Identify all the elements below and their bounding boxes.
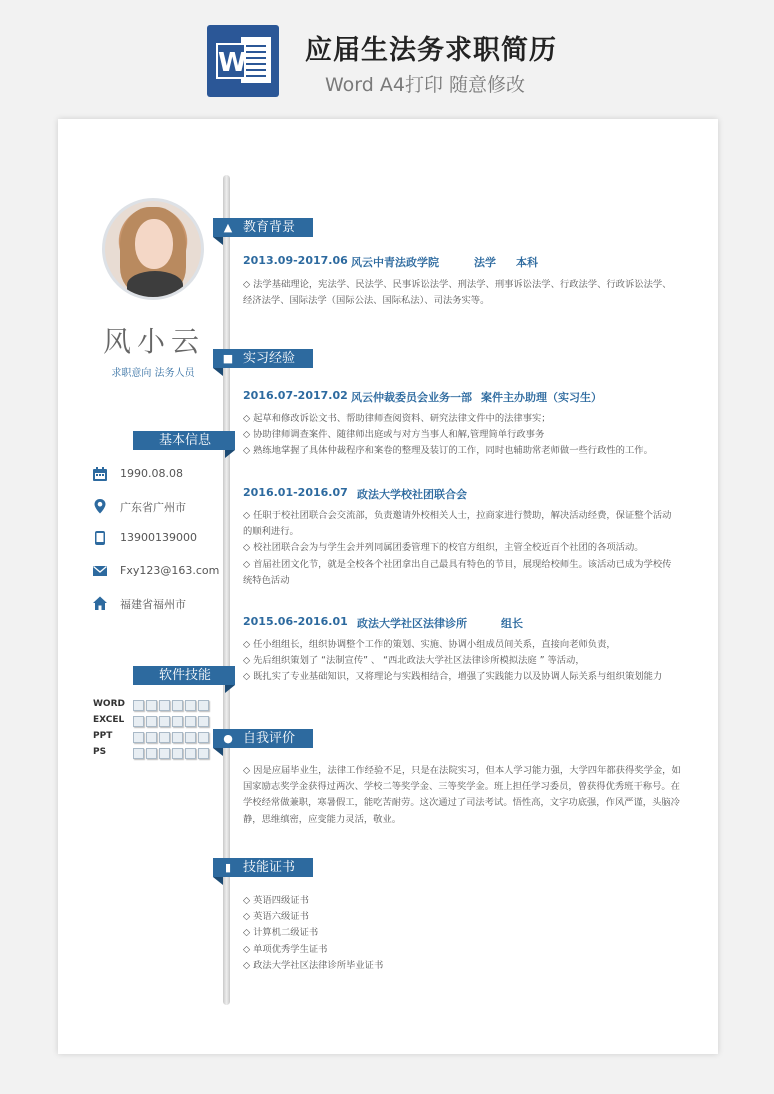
job-intent: 求职意向 法务人员 <box>111 368 195 379</box>
section-title: 实习经验 <box>243 351 296 366</box>
person-icon: ● <box>223 732 233 745</box>
entry-major: 法学 <box>474 256 496 269</box>
list-item: ◇ 政法大学社区法律诊所毕业证书 <box>243 959 384 971</box>
self-evaluation-text <box>243 763 683 828</box>
list-item: ◇ 单项优秀学生证书 <box>243 943 328 955</box>
skill-level-boxes <box>133 732 211 746</box>
job-details <box>243 508 683 589</box>
page-subtitle: Word A4打印 随意修改 <box>325 74 526 96</box>
text-line: 静，思维缜密，应变能力灵活，敬业。 <box>243 813 402 825</box>
entry-date: 2016.01-2016.07 <box>243 486 348 499</box>
text-line: 学校经常做兼职，寒暑假工，能吃苦耐劳。这次通过了司法考试。悟性高，文字功底强，作风严谨，头脑冷 <box>243 797 680 809</box>
text-line: 经济法学、国际法学（国际公法、国际私法）、司法务实等。 <box>243 295 490 307</box>
text-line: ◇ 起草和修改诉讼文书、帮助律师查阅资料、研究法律文件中的法律事实； <box>243 413 551 424</box>
text-line: ◇ 因是应届毕业生，法律工作经验不足，只是在法院实习，但本人学习能力强，大学四年都获得奖学金，如 <box>243 765 681 776</box>
home-icon <box>92 595 108 611</box>
section-title: 自我评价 <box>243 731 296 746</box>
education-heading <box>213 218 313 237</box>
text-line: ◇ 法学基础理论，宪法学、民法学、民事诉讼法学、刑法学、刑事诉讼法学、行政法学、行政诉讼法学、 <box>243 279 672 290</box>
skill-label: PPT <box>93 731 113 741</box>
section-title: 教育背景 <box>243 220 296 235</box>
entry-school: 风云中青法政学院 <box>351 256 439 269</box>
graduation-cap-icon: ▲ <box>223 221 233 234</box>
page-title: 应届生法务求职简历 <box>305 35 557 66</box>
skill-level-boxes <box>133 748 211 762</box>
candidate-name: 风小云 <box>103 325 206 358</box>
job-details <box>243 411 683 460</box>
info-text: 福建省福州市 <box>120 598 186 611</box>
list-item: ◇ 计算机二级证书 <box>243 927 319 939</box>
entry-role: 组长 <box>501 617 523 630</box>
timeline-bar <box>223 175 230 1005</box>
entry-date: 2013.09-2017.06 <box>243 254 348 267</box>
word-logo-icon <box>207 25 279 97</box>
entry-org: 风云仲裁委员会业务一部 <box>351 391 472 404</box>
text-line: ◇ 首届社团文化节，就是全校各个社团拿出自己最具有特色的节目，展现给校师生。该活动已成为学校传 <box>243 558 672 570</box>
internship-heading <box>213 349 313 368</box>
text-line: ◇ 先后组织策划了 “法制宣传” 、 “西北政法大学社区法律诊所模拟法庭 ” 等活动， <box>243 655 585 667</box>
info-text: 广东省广州市 <box>120 501 186 514</box>
skill-label: EXCEL <box>93 715 125 725</box>
entry-role: 案件主办助理（实习生） <box>481 391 602 404</box>
info-text: 13900139000 <box>120 531 197 544</box>
text-line: ◇ 校社团联合会为与学生会并列同属团委管理下的校官方组织，主管全校近百个社团的各项活动。 <box>243 542 644 554</box>
education-details <box>243 277 683 309</box>
calendar-icon <box>92 466 108 482</box>
location-pin-icon <box>92 498 108 514</box>
job-details <box>243 637 683 686</box>
basic-info-heading: 基本信息 <box>133 431 235 450</box>
text-line: 国家励志奖学金获得过两次、学校二等奖学金、三等奖学金。班上担任学习委员，曾获得优秀班干称号。在 <box>243 781 680 793</box>
word-logo-letter: W <box>216 43 246 79</box>
text-line: ◇ 任职于校社团联合会交流部，负责邀请外校相关人士，拉商家进行赞助，解决活动经费，保证整个活动 <box>243 510 672 521</box>
skill-label: PS <box>93 747 107 757</box>
list-item: ◇ 英语四级证书 <box>243 895 309 906</box>
skill-level-boxes <box>133 716 211 730</box>
list-item: ◇ 英语六级证书 <box>243 911 309 923</box>
book-icon: ▮ <box>224 861 232 874</box>
briefcase-icon: ■ <box>222 352 234 365</box>
text-line: 的顺利进行。 <box>243 526 299 538</box>
info-text: Fxy123@163.com <box>120 564 220 577</box>
text-line: ◇ 既扎实了专业基础知识，又将理论与实践相结合，增强了实践能力以及协调人际关系与组织策划能力 <box>243 671 663 683</box>
text-line: ◇ 任小组组长，组织协调整个工作的策划、实施、协调小组成员间关系，直接向老师负责， <box>243 639 616 650</box>
page-header <box>0 0 774 110</box>
phone-icon <box>92 530 108 546</box>
entry-org: 政法大学社区法律诊所 <box>357 617 467 630</box>
section-title: 技能证书 <box>243 860 296 875</box>
avatar <box>102 198 204 300</box>
entry-date: 2015.06-2016.01 <box>243 615 348 628</box>
mail-icon <box>92 563 108 579</box>
text-line: ◇ 熟练地掌握了具体仲裁程序和案卷的整理及装订的工作，同时也辅助常老师做一些行政性的工作。 <box>243 445 653 457</box>
certificate-list <box>243 893 683 974</box>
skill-label: WORD <box>93 699 125 709</box>
text-line: 统特色活动 <box>243 574 290 586</box>
text-line: ◇ 协助律师调查案件、随律师出庭或与对方当事人和解,管理简单行政事务 <box>243 429 545 441</box>
info-text: 1990.08.08 <box>120 467 183 480</box>
skill-level-boxes <box>133 700 211 714</box>
entry-date: 2016.07-2017.02 <box>243 389 348 402</box>
entry-org: 政法大学校社团联合会 <box>357 488 467 501</box>
certificates-heading <box>213 858 313 877</box>
software-skills-heading: 软件技能 <box>133 666 235 685</box>
entry-degree: 本科 <box>516 256 538 269</box>
self-evaluation-heading <box>213 729 313 748</box>
